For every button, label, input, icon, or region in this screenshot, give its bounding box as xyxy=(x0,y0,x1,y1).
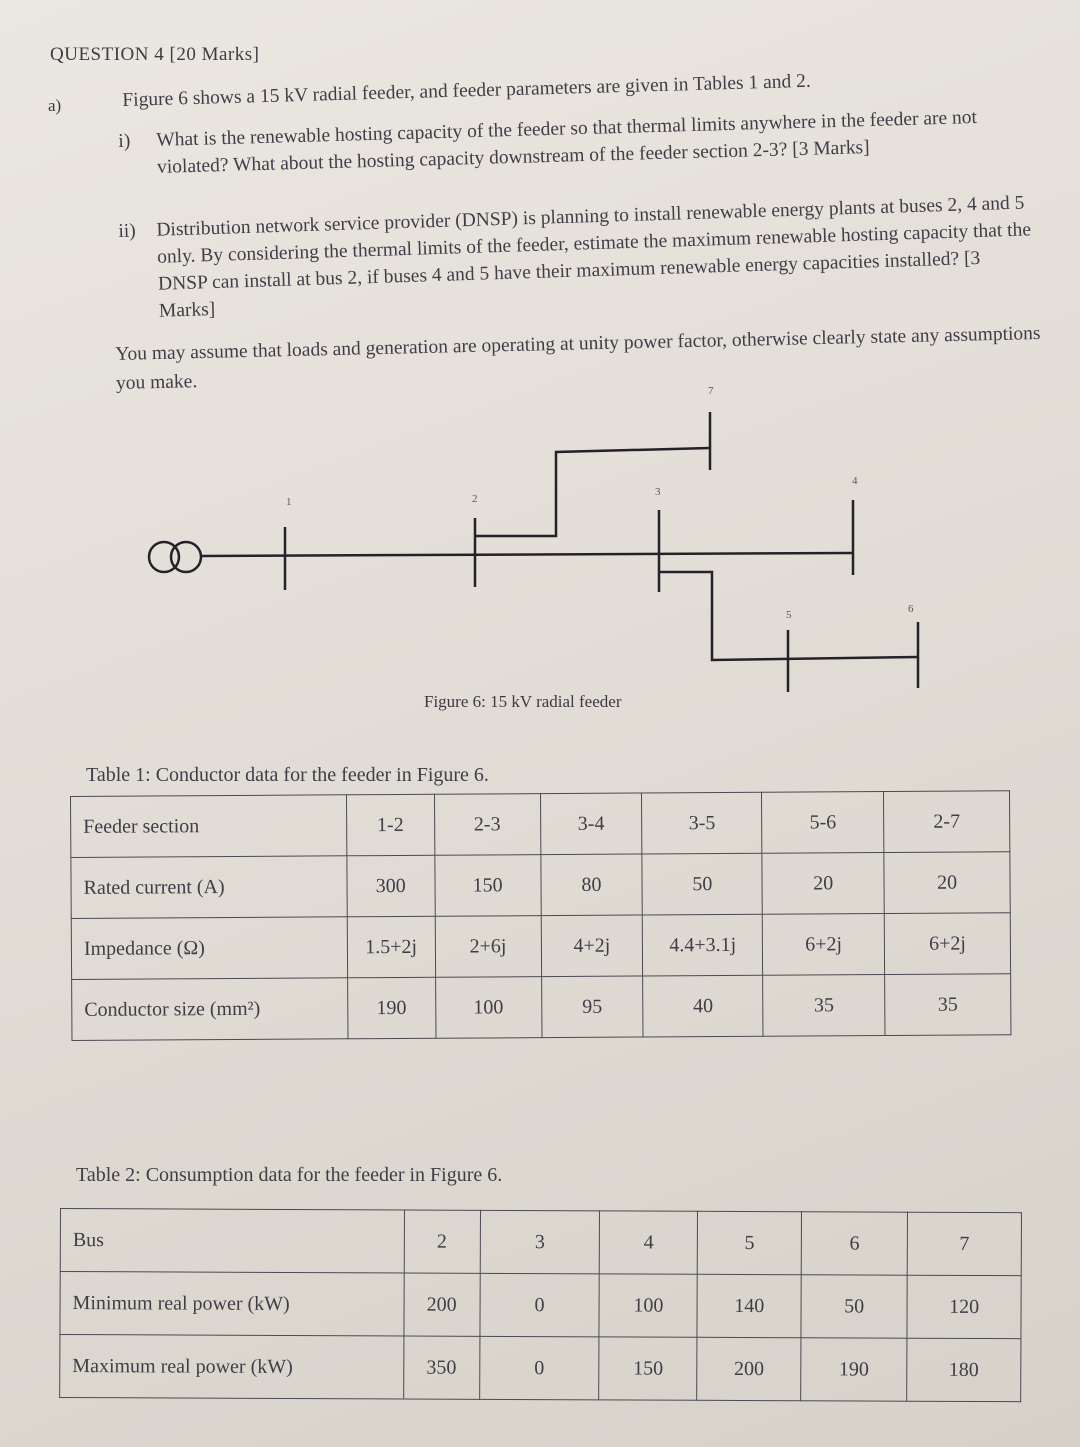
table-row xyxy=(71,791,1010,858)
table-header-cell: 2 xyxy=(404,1210,480,1273)
table-header-cell: 3 xyxy=(480,1210,600,1274)
consumption-data-table xyxy=(59,1208,1022,1402)
transformer-coil-right xyxy=(171,542,201,572)
table-header-cell: 7 xyxy=(907,1212,1021,1275)
bus-label-4: 4 xyxy=(852,475,858,487)
sub-question-i-number: i) xyxy=(118,130,131,152)
table-header-cell: 2-3 xyxy=(434,794,540,856)
table-row xyxy=(60,1272,1021,1339)
table-row xyxy=(60,1209,1021,1276)
sub-question-ii-text: Distribution network service provider (DNSP) is planning to install renewable energy plants at buses 2, 4 and 5 only. By considering the thermal limits of the feeder, estimate the maximum renewable hosting capacity that the DNSP can install at bus 2, if buses 4 and 5 have their maximum renewable energy capacities installed? [3 Marks] xyxy=(156,192,1032,322)
table-cell: 200 xyxy=(404,1273,480,1336)
bus-label-3: 3 xyxy=(655,486,661,498)
table-header-cell: 5 xyxy=(698,1211,802,1274)
table-header-cell: Bus xyxy=(60,1209,404,1273)
table-cell: 150 xyxy=(599,1337,697,1400)
table-cell: 4.4+3.1j xyxy=(643,914,763,976)
table-row xyxy=(71,913,1010,980)
table-header-cell: 4 xyxy=(600,1211,698,1274)
figure-caption: Figure 6: 15 kV radial feeder xyxy=(424,692,622,711)
sub-question-i-text: What is the renewable hosting capacity of the feeder so that thermal limits anywhere in the feeder are not violated? What about the hosting capacity downstream of the feeder section 2-3? [3 Marks] xyxy=(156,107,978,178)
bus-label-5: 5 xyxy=(786,609,792,621)
table-cell: 4+2j xyxy=(541,915,643,977)
table-header-cell: 2-7 xyxy=(884,791,1010,853)
table-cell: 95 xyxy=(541,976,643,1038)
table-header-cell: Feeder section xyxy=(71,795,347,858)
table-cell: 150 xyxy=(434,855,540,917)
table-cell: 200 xyxy=(697,1337,801,1400)
table-cell: 20 xyxy=(762,853,884,915)
table-cell: 300 xyxy=(347,855,435,917)
branch-2-7-line xyxy=(475,448,710,536)
table-cell: 100 xyxy=(435,977,541,1039)
row-label: Maximum real power (kW) xyxy=(60,1335,404,1399)
sub-question-ii-number: ii) xyxy=(118,220,137,242)
table-cell: 100 xyxy=(599,1274,697,1337)
table-row xyxy=(72,974,1011,1041)
table-cell: 50 xyxy=(801,1275,907,1338)
table-cell: 20 xyxy=(884,852,1010,914)
row-label: Rated current (A) xyxy=(71,856,347,919)
table-row xyxy=(60,1335,1021,1402)
table-cell: 2+6j xyxy=(435,916,541,978)
table-header-cell: 1-2 xyxy=(346,794,434,856)
bus-label-2: 2 xyxy=(472,493,478,505)
table-cell: 350 xyxy=(403,1336,479,1399)
table-cell: 0 xyxy=(480,1273,600,1337)
table-cell: 40 xyxy=(643,975,763,1037)
table-header-cell: 6 xyxy=(801,1212,907,1275)
row-label: Minimum real power (kW) xyxy=(60,1272,404,1336)
part-label: a) xyxy=(48,96,62,115)
feeder-diagram xyxy=(0,370,1080,730)
row-label: Conductor size (mm²) xyxy=(72,978,348,1041)
table-cell: 180 xyxy=(907,1338,1021,1401)
bus-label-1: 1 xyxy=(286,496,292,508)
conductor-data-table xyxy=(70,790,1011,1041)
table-cell: 190 xyxy=(801,1338,907,1401)
table-cell: 0 xyxy=(479,1336,599,1400)
table1-title: Table 1: Conductor data for the feeder in Figure 6. xyxy=(86,764,489,786)
row-label: Impedance (Ω) xyxy=(71,917,347,980)
table-header-cell: 3-4 xyxy=(540,793,642,855)
assumption-paragraph: You may assume that loads and generation are operating at unity power factor, otherwise clearly state any assumptions you make. xyxy=(115,323,1041,394)
table-cell: 35 xyxy=(885,974,1011,1036)
table-header-cell: 3-5 xyxy=(642,792,762,854)
intro-paragraph: Figure 6 shows a 15 kV radial feeder, and feeder parameters are given in Tables 1 and 2. xyxy=(122,70,812,111)
table-cell: 50 xyxy=(642,853,762,915)
table-cell: 35 xyxy=(763,975,885,1037)
question-title: QUESTION 4 [20 Marks] xyxy=(50,44,260,65)
table-cell: 80 xyxy=(540,854,642,916)
sub-question-ii xyxy=(118,189,1036,326)
bus-label-6: 6 xyxy=(908,603,914,615)
table-cell: 6+2j xyxy=(884,913,1010,975)
bus-label-7: 7 xyxy=(708,385,714,397)
table-header-cell: 5-6 xyxy=(762,792,884,854)
table-cell: 1.5+2j xyxy=(347,916,435,978)
table-row xyxy=(71,852,1010,919)
sub-question-i xyxy=(118,103,1024,182)
table-cell: 190 xyxy=(347,977,435,1039)
main-feeder-line xyxy=(201,553,852,556)
table-cell: 120 xyxy=(907,1275,1021,1338)
table-cell: 140 xyxy=(697,1274,801,1337)
table2-title: Table 2: Consumption data for the feeder in Figure 6. xyxy=(76,1164,503,1186)
table-cell: 6+2j xyxy=(763,914,885,976)
